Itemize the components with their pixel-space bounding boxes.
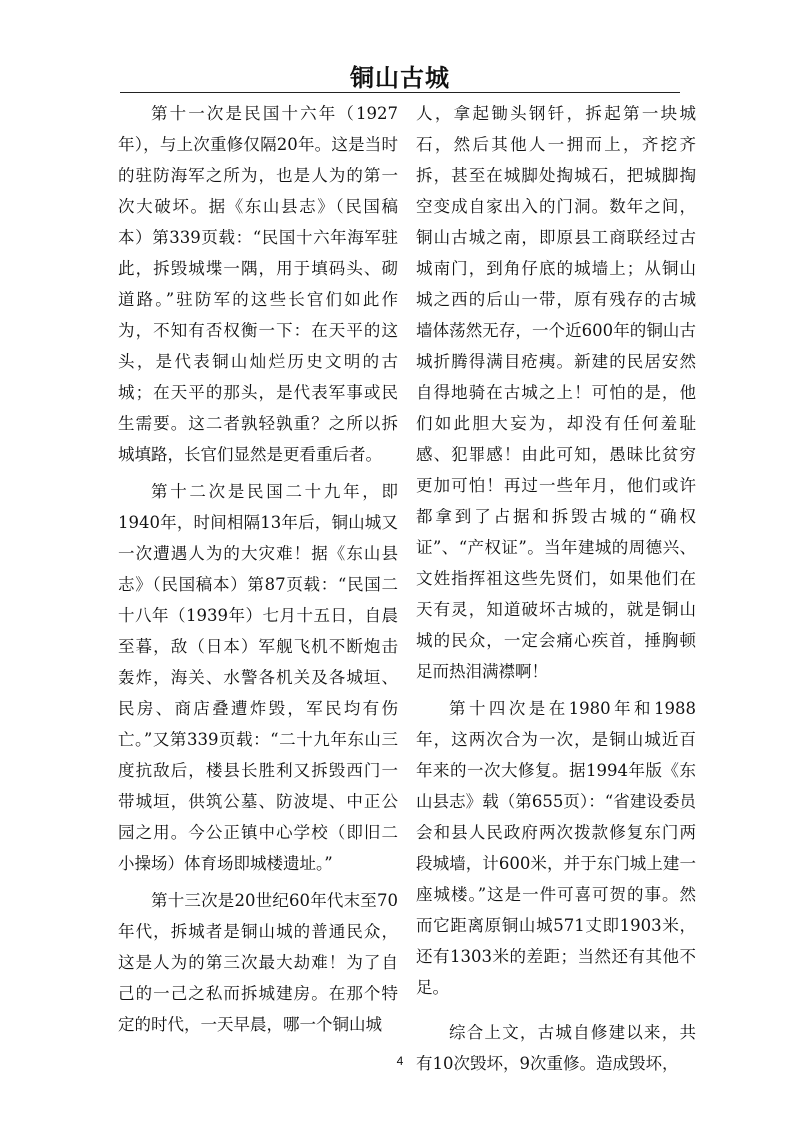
paragraph-thirteenth-continued: 人，拿起锄头钢钎，拆起第一块城石，然后其他人一拥而上，齐挖齐拆，甚至在城脚处掏城石，把城脚掏空变成自家出入的门洞。数年之间，铜山古城之南，即原县工商联经过古城南门，到角仔底的城墙上；从铜山城之西的后山一带，原有残存的古城墙体荡然无存，一个近600年的铜山古城折腾得满目疮痍。新建的民居安然自得地骑在古城之上！可怕的是，他们如此胆大妄为，却没有任何羞耻感、犯罪感！由此可知，愚昧比贫穷更加可怕！再过一些年月，他们或许都拿到了占据和拆毁古城的“确权证”、“产权证”。当年建城的周德兴、文姓指挥祖这些先贤们，如果他们在天有灵，知道破坏古城的，就是铜山城的民众，一定会痛心疾首，捶胸顿足而热泪满襟啊！ <box>416 104 696 681</box>
paragraph-fourteenth-restoration: 第十四次是在1980年和1988年，这两次合为一次，是铜山城近百年来的一次大修复。据1994年版《东山县志》载（第655页）：“省建设委员会和县人民政府两次拨款修复东门两段城墙，计600米，并于东门城上建一座城楼。”这是一件可喜可贺的事。然而它距离原铜山城571丈即1903米，还有1303米的差距；当然还有其他不足。 <box>416 699 696 997</box>
header-divider <box>120 92 680 93</box>
paragraph-eleventh-destruction: 第十一次是民国十六年（1927年），与上次重修仅隔20年。这是当时的驻防海军之所为，也是人为的第一次大破坏。据《东山县志》（民国稿本）第339页载：“民国十六年海军驻此，拆毁城堞一隅，用于填码头、砌道路。”驻防军的这些长官们如此作为，不知有否权衡一下：在天平的这头，是代表铜山灿烂历史文明的古城；在天平的那头，是代表军事或民生需要。这二者孰轻孰重？之所以拆城填路，长官们显然是更看重后者。 <box>118 104 398 464</box>
paragraph-thirteenth-destruction: 第十三次是20世纪60年代末至70年代，拆城者是铜山城的普通民众，这是人为的第三次最大劫难！为了自己的一己之私而拆城建房。在那个特定的时代，一天早晨，哪一个铜山城 <box>118 891 398 1034</box>
right-column <box>416 98 696 1073</box>
left-column <box>118 98 398 1034</box>
paragraph-twelfth-destruction: 第十二次是民国二十九年，即1940年，时间相隔13年后，铜山城又一次遭遇人为的大灾难！据《东山县志》（民国稿本）第87页载：“民国二十八年（1939年）七月十五日，自晨至暮，敌（日本）军舰飞机不断炮击轰炸，海关、水警各机关及各城垣、民房、商店叠遭炸毁，军民均有伤亡。”又第339页载：“二十九年东山三度抗敌后，楼县长胜利又拆毁西门一带城垣，供筑公墓、防波堤、中正公园之用。今公正镇中心学校（即旧二小操场）体育场即城楼遗址。” <box>118 482 398 873</box>
page-title: 铜山古城 <box>350 63 450 92</box>
page-number: 4 <box>396 1054 404 1068</box>
paragraph-summary: 综合上文，古城自修建以来，共有10次毁坏，9次重修。造成毁坏， <box>416 1023 696 1073</box>
text-columns <box>118 98 696 1073</box>
